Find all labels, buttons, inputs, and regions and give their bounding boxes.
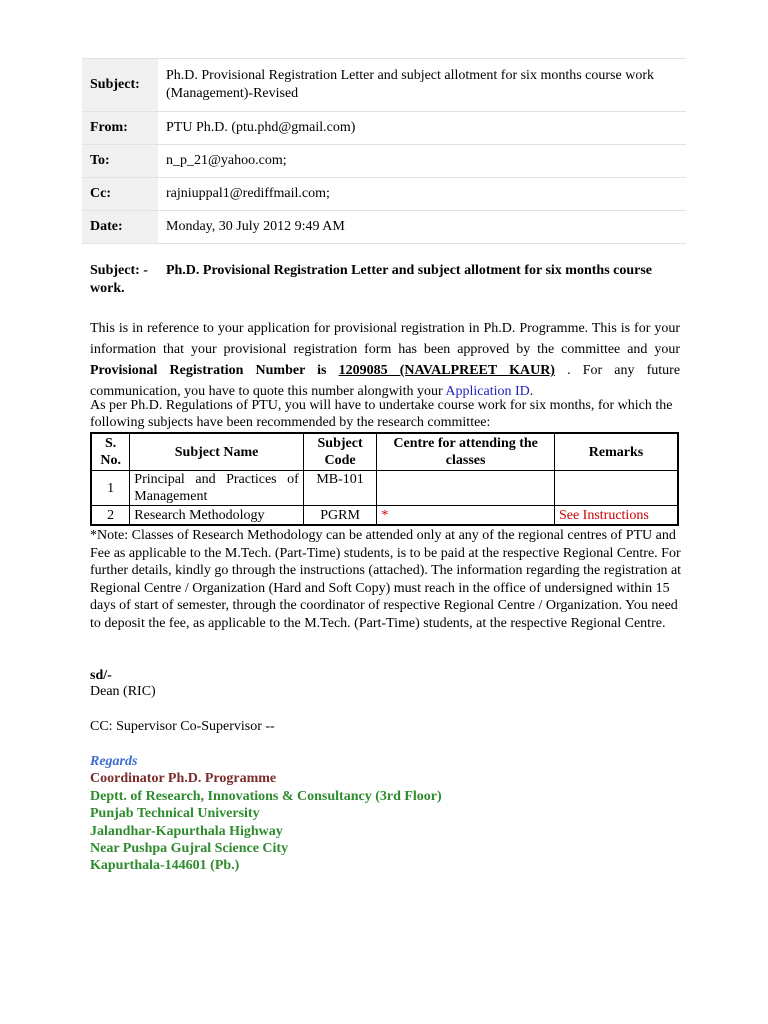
intro-end: . [529,384,534,399]
row-remarks [554,471,678,506]
signature-address-1: Jalandhar-Kapurthala Highway [90,823,283,839]
application-id: Application ID [445,384,530,399]
body-subject-tag: Subject: - [90,263,148,278]
intro-text-2: . For any future communication, you have to quote this number alongwith your [90,363,681,399]
to-value[interactable]: n_p_21@yahoo.com; [158,145,686,178]
col-header-remarks: Remarks [554,433,678,471]
row-remarks-link[interactable]: See Instructions [554,506,678,526]
cc-value[interactable]: rajniuppal1@rediffmail.com; [158,178,686,211]
row-sno: 2 [91,506,130,526]
row-subject-code: MB-101 [303,471,377,506]
subject-label: Subject: [82,59,158,112]
col-header-centre: Centre for attending the classes [377,433,555,471]
row-centre: * [377,506,555,526]
row-centre [377,471,555,506]
email-header [82,58,686,244]
cc-label: Cc: [82,178,158,211]
body-subject [90,262,690,298]
to-label: To: [82,145,158,178]
row-sno: 1 [91,471,130,506]
subject-value: Ph.D. Provisional Registration Letter and subject allotment for six months course work (Management)-Revised [158,59,686,112]
row-subject-code: PGRM [303,506,377,526]
col-header-subject-name: Subject Name [130,433,304,471]
signed-mark: sd/- [90,668,112,683]
table-row [91,506,678,526]
body-subject-text: Ph.D. Provisional Registration Letter and subject allotment for six months course work. [90,263,653,296]
row-subject-name: Principal and Practices of Management [130,471,304,506]
table-header-row [91,433,678,471]
signature-block [90,753,442,875]
signature-university: Punjab Technical University [90,806,260,822]
from-value[interactable]: PTU Ph.D. (ptu.phd@gmail.com) [158,112,686,145]
date-value: Monday, 30 July 2012 9:49 AM [158,211,686,244]
row-subject-name: Research Methodology [130,506,304,526]
intro-text: This is in reference to your application for provisional registration in Ph.D. Programme. This is for your information that your provisional registration form has been approved by the committee and your [90,321,680,357]
dean-line: Dean (RIC) [90,684,156,699]
from-label: From: [82,112,158,145]
signature-address-2: Near Pushpa Gujral Science City [90,841,289,857]
col-header-sno: S. No. [91,433,130,471]
signature-address-3: Kapurthala-144601 (Pb.) [90,858,240,874]
note-paragraph: *Note: Classes of Research Methodology can be attended only at any of the regional centres of PTU and Fee as applicable to the M.Tech. (Part-Time) students, is to be paid at the respective Regional Centre. For further details, kindly go through the instructions (attached). The information regarding the registration at Regional Centre / Organization (Hard and Soft Copy) must reach in the office of undersigned within 15 days of start of semester, through the coordinator of respective Regional Centre / Organization. You need to deposit the fee, as applicable to the M.Tech. (Part-Time) students, at the respective Regional Centre. [90,528,682,631]
date-label: Date: [82,211,158,244]
signature-dept: Deptt. of Research, Innovations & Consultancy (3rd Floor) [90,788,442,804]
cc-line: CC: Supervisor Co-Supervisor -- [90,719,275,734]
course-work-paragraph: As per Ph.D. Regulations of PTU, you will have to undertake course work for six months, for which the following subjects have been recommended by the research committee: [90,398,673,430]
subjects-table [90,432,679,526]
table-row [91,471,678,506]
intro-paragraph [90,318,680,402]
regards-line: Regards [90,754,138,769]
signature-title: Coordinator Ph.D. Programme [90,771,277,787]
registration-number: 1209085 (NAVALPREET KAUR) [338,363,555,378]
col-header-subject-code: Subject Code [303,433,377,471]
registration-label: Provisional Registration Number is [90,363,327,378]
